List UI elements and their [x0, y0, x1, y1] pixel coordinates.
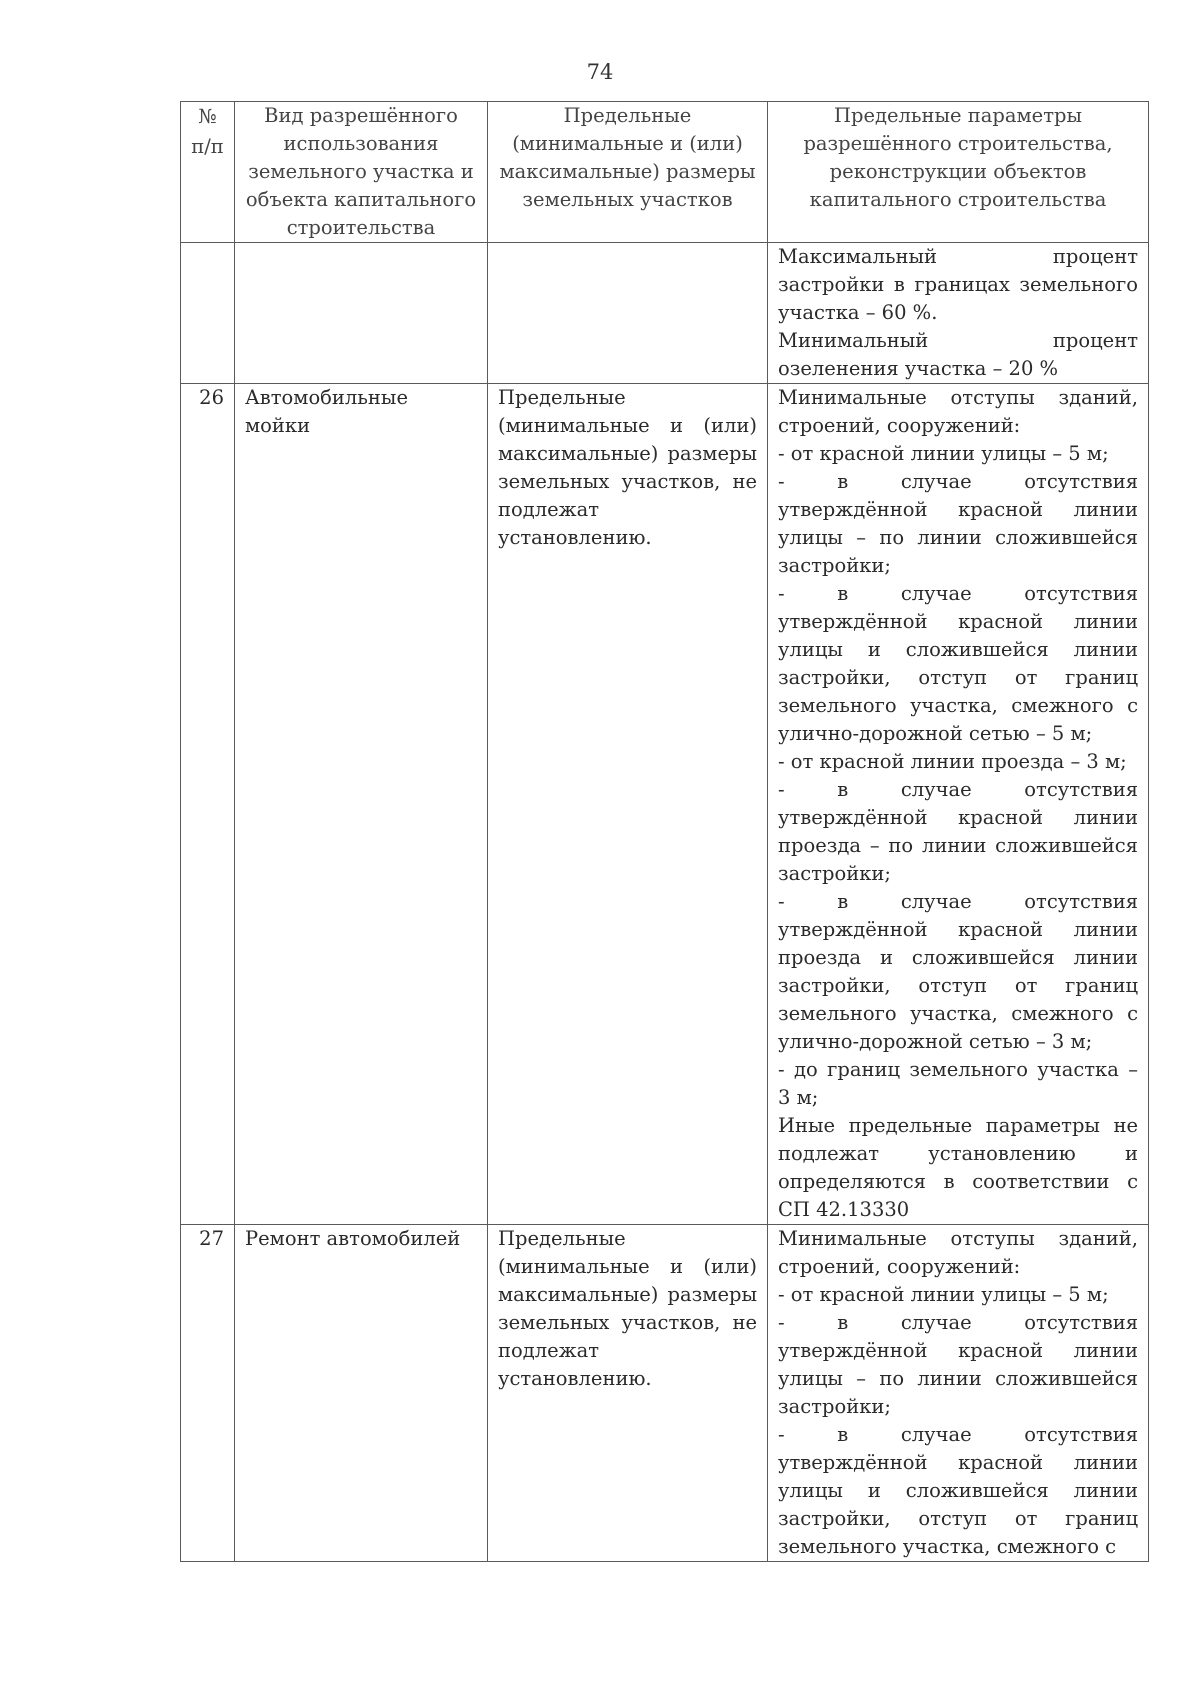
- param-line: - от красной линии проезда – 3 м;: [778, 750, 1127, 773]
- cell-number: [181, 243, 235, 384]
- cell-usage-kind: [235, 243, 488, 384]
- cell-construction-params: [768, 1225, 1149, 1562]
- cell-number: 26: [181, 384, 235, 1225]
- param-line: - от красной линии улицы – 5 м;: [778, 442, 1109, 465]
- table-row-continuation: [181, 243, 1149, 384]
- header-plot-size: Предельные (минимальные и (или) максимальные) размеры земельных участков: [488, 102, 768, 243]
- param-line: - в случае отсутствия утверждённой красной линии улицы – по линии сложившейся застройки;: [778, 1311, 1138, 1418]
- param-line: - в случае отсутствия утверждённой красной линии улицы и сложившейся линии застройки, отступ от границ земельного участка, смежного с: [778, 1423, 1138, 1558]
- header-construction-params: Предельные параметры разрешённого строительства, реконструкции объектов капитального строительства: [768, 102, 1149, 243]
- param-line: - от красной линии улицы – 5 м;: [778, 1283, 1109, 1306]
- table-row: [181, 384, 1149, 1225]
- header-usage-kind: Вид разрешённого использования земельного участка и объекта капитального строительства: [235, 102, 488, 243]
- cell-usage-kind: Автомобильные мойки: [235, 384, 488, 1225]
- header-number: № п/п: [181, 102, 235, 243]
- cell-usage-kind: Ремонт автомобилей: [235, 1225, 488, 1562]
- param-line: - до границ земельного участка – 3 м;: [778, 1058, 1138, 1109]
- zoning-parameters-table: [180, 101, 1149, 1562]
- param-line: - в случае отсутствия утверждённой красной линии улицы и сложившейся линии застройки, отступ от границ земельного участка, смежного с улично-дорожной сетью – 5 м;: [778, 582, 1138, 745]
- page-number: 74: [586, 60, 614, 84]
- param-line: Минимальные отступы зданий, строений, сооружений:: [778, 1227, 1138, 1278]
- cell-construction-params: [768, 384, 1149, 1225]
- param-line: - в случае отсутствия утверждённой красной линии проезда – по линии сложившейся застройки;: [778, 778, 1138, 885]
- param-line: Минимальный процент озеленения участка – 20 %: [778, 329, 1138, 380]
- param-line: Минимальные отступы зданий, строений, сооружений:: [778, 386, 1138, 437]
- cell-plot-size: Предельные (минимальные и (или) максимальные) размеры земельных участков, не подлежат установлению.: [488, 384, 768, 1225]
- cell-plot-size: [488, 243, 768, 384]
- cell-plot-size: Предельные (минимальные и (или) максимальные) размеры земельных участков, не подлежат установлению.: [488, 1225, 768, 1562]
- cell-construction-params: [768, 243, 1149, 384]
- param-line: - в случае отсутствия утверждённой красной линии улицы – по линии сложившейся застройки;: [778, 470, 1138, 577]
- table-row: [181, 1225, 1149, 1562]
- table-header-row: [181, 102, 1149, 243]
- param-line: Иные предельные параметры не подлежат установлению и определяются в соответствии с СП 42.13330: [778, 1114, 1138, 1221]
- param-line: Максимальный процент застройки в границах земельного участка – 60 %.: [778, 245, 1138, 324]
- param-line: - в случае отсутствия утверждённой красной линии проезда и сложившейся линии застройки, отступ от границ земельного участка, смежного с улично-дорожной сетью – 3 м;: [778, 890, 1138, 1053]
- cell-number: 27: [181, 1225, 235, 1562]
